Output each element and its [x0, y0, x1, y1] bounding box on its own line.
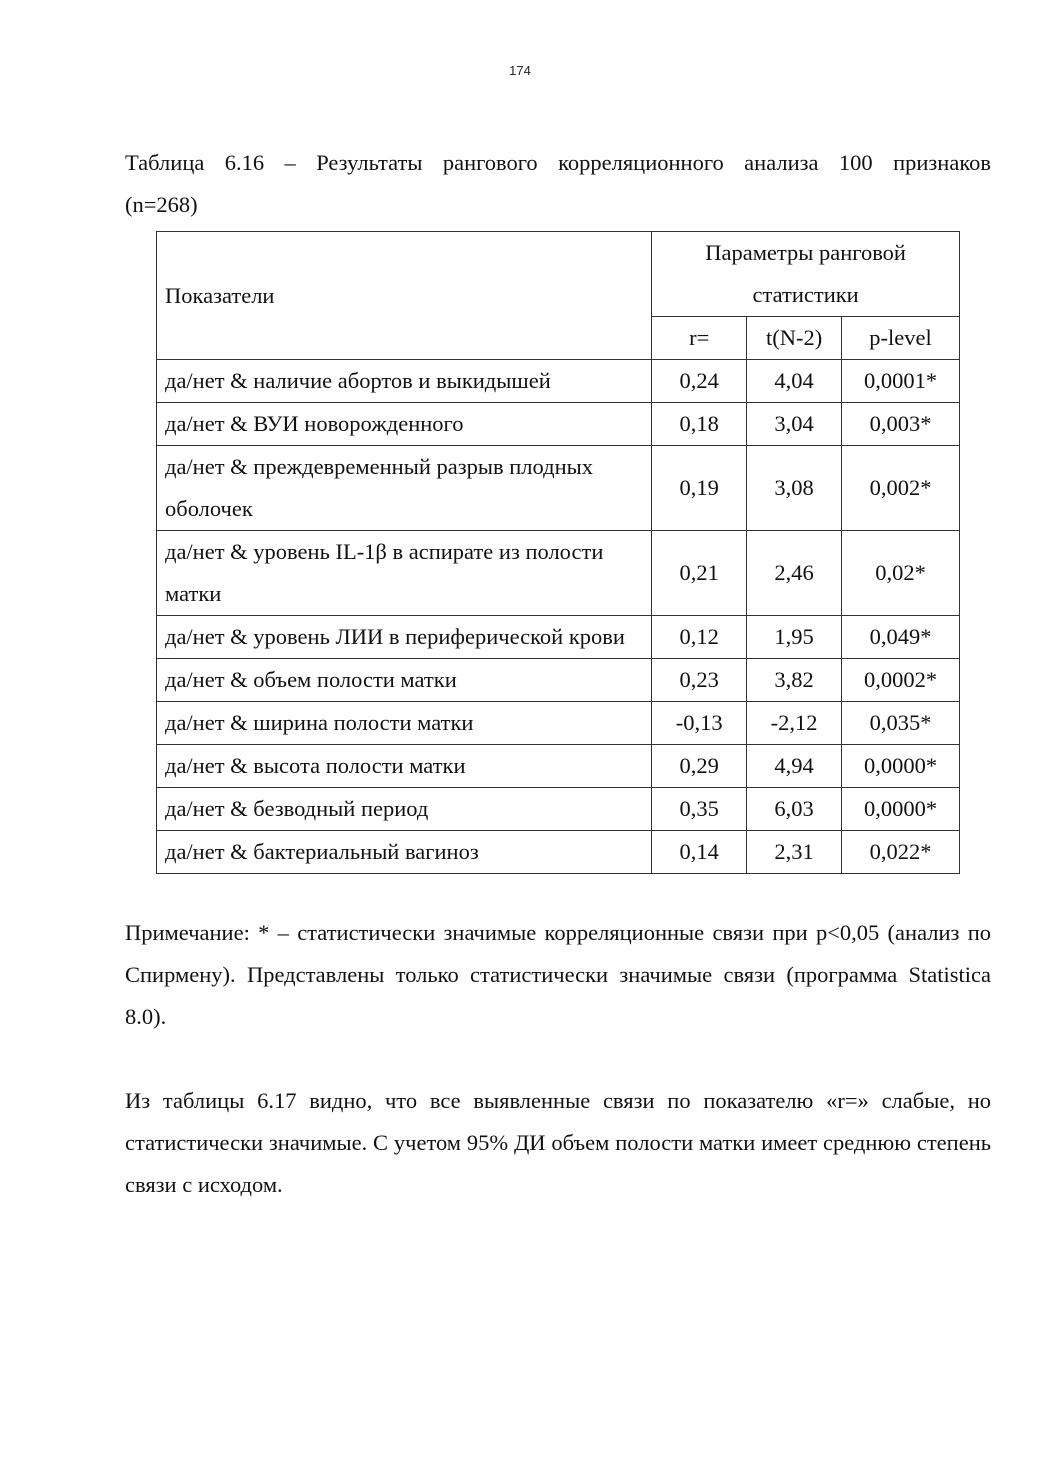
body-paragraph: Из таблицы 6.17 видно, что все выявленные связи по показателю «r=» слабые, но статистически значимые. С учетом 95% ДИ объем полости матки имеет среднюю степень связи с исходом.: [125, 1088, 991, 1197]
row-p: 0,022*: [842, 831, 960, 874]
row-p: 0,0000*: [842, 745, 960, 788]
page-number: 174: [509, 63, 531, 78]
row-r: 0,23: [652, 659, 747, 702]
row-t: -2,12: [747, 702, 842, 745]
row-t: 4,04: [747, 360, 842, 403]
row-p: 0,035*: [842, 702, 960, 745]
table-row: [157, 831, 960, 874]
header-group: Параметры ранговой статистики: [652, 232, 960, 317]
table-row: [157, 360, 960, 403]
row-p: 0,0000*: [842, 788, 960, 831]
header-r: r=: [652, 317, 747, 360]
table-body: [157, 360, 960, 874]
row-name: да/нет & бактериальный вагиноз: [157, 831, 652, 874]
row-name: да/нет & высота полости матки: [157, 745, 652, 788]
row-p: 0,0002*: [842, 659, 960, 702]
header-t: t(N-2): [747, 317, 842, 360]
row-name: да/нет & объем полости матки: [157, 659, 652, 702]
table-caption-line-2: (n=268): [125, 192, 198, 217]
table-row: [157, 446, 960, 531]
row-name: да/нет & уровень IL-1β в аспирате из полости матки: [157, 531, 652, 616]
row-r: 0,14: [652, 831, 747, 874]
table-row: [157, 745, 960, 788]
header-indicator: Показатели: [157, 232, 652, 360]
row-p: 0,003*: [842, 403, 960, 446]
table-caption-line-1: Таблица 6.16 – Результаты рангового корреляционного анализа 100 признаков: [125, 150, 991, 175]
row-name: да/нет & ширина полости матки: [157, 702, 652, 745]
row-p: 0,0001*: [842, 360, 960, 403]
row-r: -0,13: [652, 702, 747, 745]
table-caption: [125, 142, 991, 226]
row-name: да/нет & наличие абортов и выкидышей: [157, 360, 652, 403]
row-name: да/нет & уровень ЛИИ в периферической крови: [157, 616, 652, 659]
table-note: Примечание: * – статистически значимые корреляционные связи при p<0,05 (анализ по Спирмену). Представлены только статистически значимые связи (программа Statistica 8.0).: [125, 920, 991, 1029]
row-r: 0,18: [652, 403, 747, 446]
table-row: [157, 531, 960, 616]
row-name: да/нет & преждевременный разрыв плодных оболочек: [157, 446, 652, 531]
table-row: [157, 403, 960, 446]
row-t: 6,03: [747, 788, 842, 831]
row-t: 3,04: [747, 403, 842, 446]
row-r: 0,29: [652, 745, 747, 788]
row-p: 0,02*: [842, 531, 960, 616]
row-p: 0,002*: [842, 446, 960, 531]
table-row: [157, 702, 960, 745]
row-t: 4,94: [747, 745, 842, 788]
row-t: 2,46: [747, 531, 842, 616]
row-r: 0,12: [652, 616, 747, 659]
row-p: 0,049*: [842, 616, 960, 659]
row-t: 3,82: [747, 659, 842, 702]
row-t: 2,31: [747, 831, 842, 874]
row-name: да/нет & ВУИ новорожденного: [157, 403, 652, 446]
row-r: 0,21: [652, 531, 747, 616]
results-table: [156, 231, 960, 874]
row-r: 0,35: [652, 788, 747, 831]
table-row: [157, 659, 960, 702]
row-t: 1,95: [747, 616, 842, 659]
row-t: 3,08: [747, 446, 842, 531]
row-r: 0,19: [652, 446, 747, 531]
row-name: да/нет & безводный период: [157, 788, 652, 831]
table-row: [157, 616, 960, 659]
row-r: 0,24: [652, 360, 747, 403]
header-p: p-level: [842, 317, 960, 360]
table-row: [157, 788, 960, 831]
